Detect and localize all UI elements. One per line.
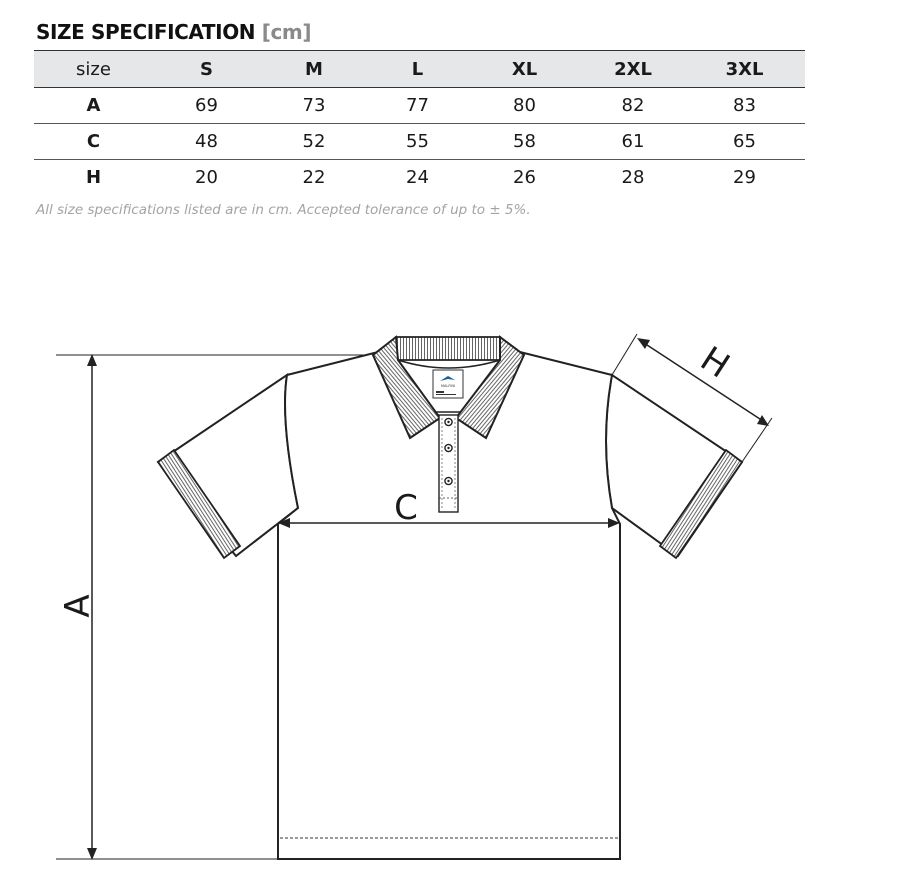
table-cell: 61 [582,124,684,160]
label-logo-text: MALFINI [440,384,456,388]
row-key: H [85,167,102,189]
title-unit: [cm] [261,20,312,44]
label-c: C [394,488,418,528]
title-main: SIZE SPECIFICATION [36,20,256,44]
tolerance-note: All size specifications listed are in cm. Accepted tolerance of up to ± 5%. [36,202,531,218]
header-xl: XL [467,51,582,88]
header-3xl: 3XL [684,51,805,88]
table-cell: 26 [513,167,536,189]
table-cell: 80 [467,88,582,124]
neck-label [433,370,463,398]
header-size: size [34,51,153,88]
table-cell: 83 [684,88,805,124]
table-cell: 82 [582,88,684,124]
row-key: A [34,88,153,124]
h-reference-line-top [612,334,637,375]
table-cell: 77 [368,88,467,124]
table-cell: 52 [260,124,368,160]
header-s: S [153,51,260,88]
table-cell: 29 [733,167,756,189]
table-cell: 73 [260,88,368,124]
table-cell: 24 [406,167,429,189]
table-cell: 20 [195,167,218,189]
header-l: L [368,51,467,88]
table-cell: 65 [684,124,805,160]
table-cell: 58 [467,124,582,160]
row-key: C [34,124,153,160]
header-2xl: 2XL [582,51,684,88]
header-m: M [260,51,368,88]
table-cell: 55 [368,124,467,160]
table-cell: 22 [302,167,326,189]
back-collar [394,337,502,360]
label-a: A [58,594,98,618]
table-cell: 69 [153,88,260,124]
table-cell: 28 [621,167,645,189]
table-cell: 48 [153,124,260,160]
label-h: H [693,339,737,387]
